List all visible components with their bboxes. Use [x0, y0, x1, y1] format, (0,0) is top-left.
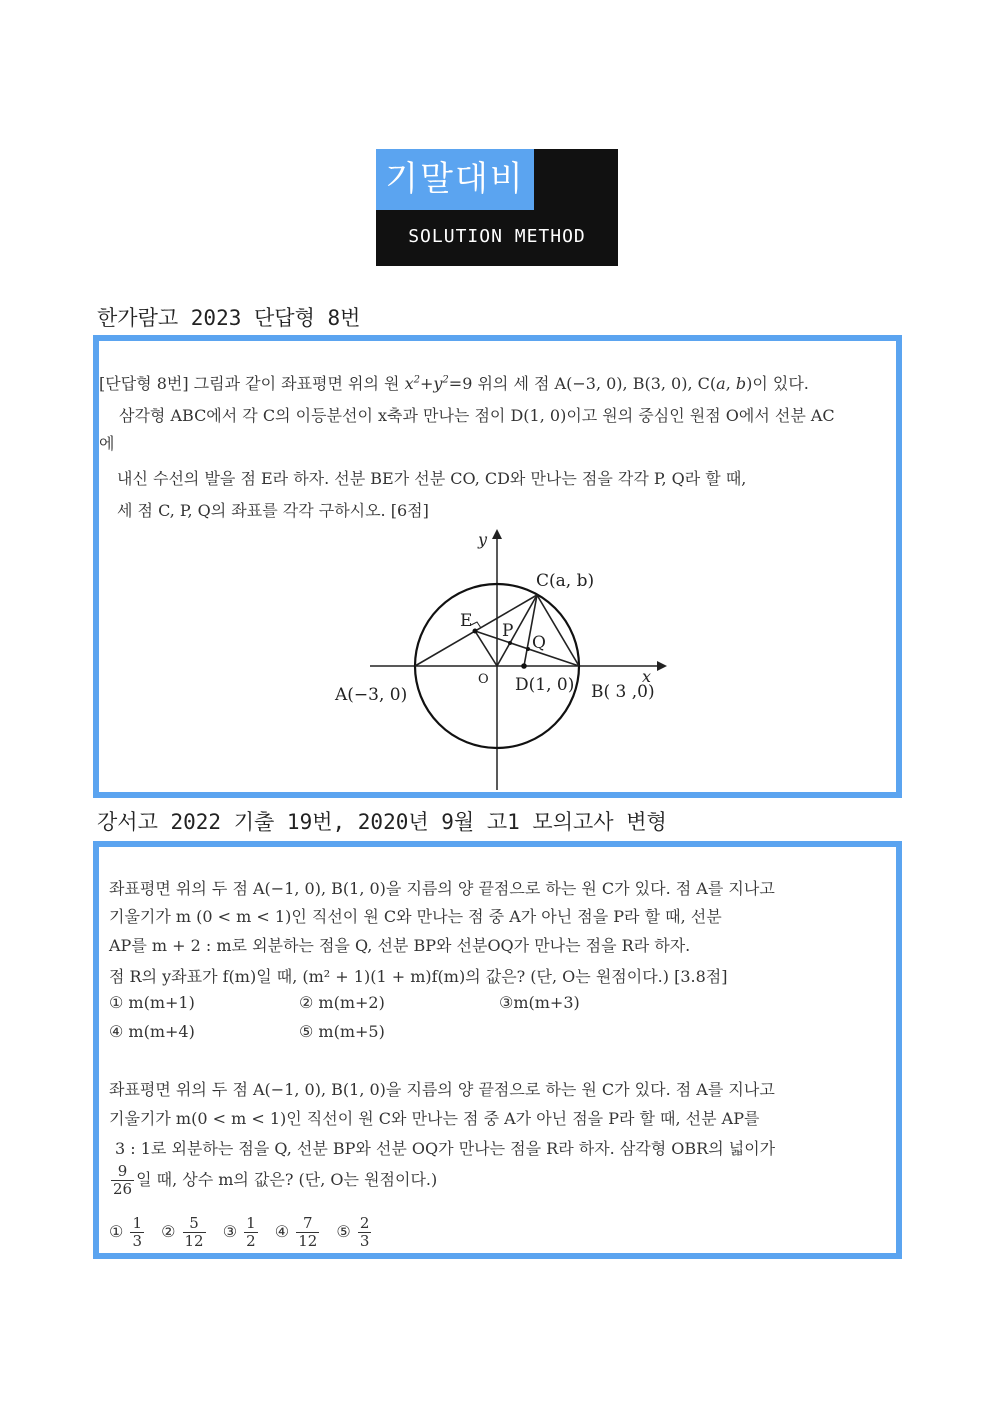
p1-line1: 좌표평면 위의 두 점 A(−1, 0), B(1, 0)을 지름의 양 끝점으로 하는 원 C가 있다. 점 A를 지나고 — [109, 879, 775, 898]
p2-choice-2: ② $\frac{5}{12}$ — [161, 1214, 204, 1250]
label-b: B( 3 ,0) — [591, 682, 655, 702]
point-e — [473, 629, 478, 634]
p2-line1: 좌표평면 위의 두 점 A(−1, 0), B(1, 0)을 지름의 양 끝점으로 하는 원 C가 있다. 점 A를 지나고 — [109, 1080, 775, 1099]
problem1-line1-a: [단답형 8번] 그림과 같이 좌표평면 위의 원 — [99, 374, 405, 393]
p1-choice-3: ③m(m+3) — [499, 993, 580, 1012]
label-y: y — [478, 530, 488, 549]
p2-choice-1: ① $\frac{1}{3}$ — [109, 1214, 142, 1250]
p2-line4-text: 일 때, 상수 m의 값은? (단, O는 원점이다.) — [136, 1170, 438, 1189]
point-d — [521, 663, 527, 669]
p1-choice-2: ② m(m+2) — [299, 993, 385, 1012]
p1-line4: 점 R의 y좌표가 f(m)일 때, (m² + 1)(1 + m)f(m)의 값은? (단, O는 원점이다.) [3.8점] — [109, 967, 728, 986]
right-angle-mark — [471, 622, 481, 628]
label-q: Q — [532, 633, 546, 653]
p1-choice-5: ⑤ m(m+5) — [299, 1022, 385, 1041]
badge-title: 기말대비 — [376, 149, 534, 210]
problem1-line1-b: 위의 세 점 A(−3, 0), B(3, 0), C( — [472, 374, 717, 393]
segment-cb — [537, 595, 579, 666]
problem2-box — [93, 841, 902, 1259]
p1-line2: 기울기가 m (0 < m < 1)인 직선이 원 C와 만나는 점 중 A가 아닌 점을 P라 할 때, 선분 — [109, 907, 722, 926]
p2-line2: 기울기가 m(0 < m < 1)인 직선이 원 C와 만나는 점 중 A가 아닌 점을 P라 할 때, 선분 AP를 — [109, 1109, 760, 1128]
point-q — [526, 647, 530, 651]
problem1-line5: 세 점 C, P, Q의 좌표를 각각 구하시오. [6점] — [117, 501, 429, 520]
x-axis-arrow — [657, 661, 667, 671]
label-x: x — [642, 667, 652, 686]
p2-choice-3: ③ $\frac{1}{2}$ — [222, 1214, 256, 1250]
p2-line3: 3 : 1로 외분하는 점을 Q, 선분 BP와 선분 OQ가 만나는 점을 R라 하자. 삼각형 OBR의 넓이가 — [115, 1139, 776, 1158]
label-o: O — [478, 672, 489, 687]
p1-line3: AP를 m + 2 : m로 외분하는 점을 Q, 선분 BP와 선분OQ가 만나는 점을 R라 하자. — [109, 936, 691, 955]
title-badge — [376, 149, 618, 266]
p2-choice-5: ⑤ $\frac{2}{3}$ — [336, 1214, 370, 1250]
point-p — [508, 641, 512, 645]
label-a: A(−3, 0) — [335, 685, 408, 705]
problem1-line1: [단답형 8번] 그림과 같이 좌표평면 위의 원 $x^2+y^2=9$ 위의 세 점 A(−3, 0), B(3, 0), C(a, b)이 있다. — [99, 374, 809, 393]
geometry-figure — [325, 525, 670, 795]
badge-subtitle: SOLUTION METHOD — [408, 226, 586, 247]
p1-choice-4: ④ m(m+4) — [109, 1022, 195, 1041]
problem1-line2: 삼각형 ABC에서 각 C의 이등분선이 x축과 만나는 점이 D(1, 0)이고 원의 중심인 원점 O에서 선분 AC — [119, 406, 835, 425]
section2-title: 강서고 2022 기출 19번, 2020년 9월 고1 모의고사 변형 — [97, 810, 667, 834]
problem1-line1-c: )이 있다. — [746, 374, 809, 393]
p1-choice-1: ① m(m+1) — [109, 993, 195, 1012]
p2-choice-4: ④ $\frac{7}{12}$ — [274, 1214, 318, 1250]
p2-fraction: $\frac{9}{26}$ — [113, 1162, 133, 1198]
p2-choices — [109, 1215, 383, 1250]
problem1-line3: 에 — [99, 434, 115, 453]
segment-oe — [475, 631, 497, 666]
y-axis-arrow — [492, 529, 502, 539]
label-p: P — [502, 621, 514, 641]
label-d: D(1, 0) — [515, 675, 575, 695]
circle-equation: $x^2+y^2$ — [404, 374, 449, 393]
p2-line4 — [109, 1163, 437, 1198]
problem1-line4: 내신 수선의 발을 점 E라 하자. 선분 BE가 선분 CO, CD와 만나는 점을 각각 P, Q라 할 때, — [117, 469, 747, 488]
label-c: C(a, b) — [536, 571, 595, 591]
section1-title: 한가람고 2023 단답형 8번 — [97, 306, 361, 330]
label-e: E — [460, 611, 473, 631]
